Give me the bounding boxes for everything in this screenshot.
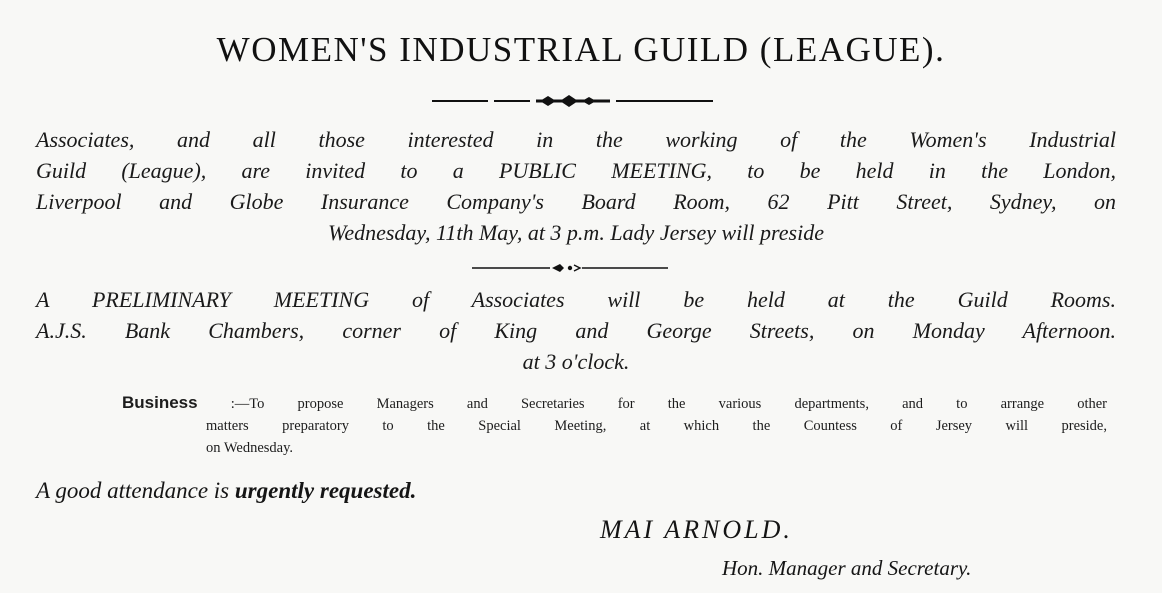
preliminary-paragraph — [36, 284, 1116, 377]
business-label: Business — [122, 393, 198, 412]
signatory-name: MAI ARNOLD. — [600, 515, 793, 544]
preliminary-line: at 3 o'clock. — [522, 349, 630, 374]
business-line: matters preparatory to the Special Meeting, at which the Countess of Jersey will preside, — [206, 418, 1107, 434]
attendance-lead: A good attendance is — [36, 478, 235, 503]
attendance-note — [36, 478, 416, 504]
small-divider-icon — [470, 260, 670, 274]
notice-title: WOMEN'S INDUSTRIAL GUILD (LEAGUE). — [216, 30, 946, 69]
business-section — [122, 392, 1107, 459]
preliminary-line: A PRELIMINARY MEETING of Associates will be held at the Guild Rooms. — [36, 287, 1116, 312]
invitation-paragraph — [36, 124, 1116, 248]
invitation-line: Liverpool and Globe Insurance Company's Board Room, 62 Pitt Street, Sydney, on — [36, 189, 1116, 214]
signatory-role: Hon. Manager and Secretary. — [722, 556, 972, 580]
invitation-line: Associates, and all those interested in the working of the Women's Industrial — [36, 127, 1116, 152]
preliminary-line: A.J.S. Bank Chambers, corner of King and George Streets, on Monday Afternoon. — [36, 318, 1116, 343]
ornament-divider-icon — [430, 94, 715, 108]
attendance-emphasis: urgently requested. — [234, 478, 417, 503]
business-line: on Wednesday. — [206, 440, 294, 456]
invitation-line: Wednesday, 11th May, at 3 p.m. Lady Jersey will preside — [328, 220, 824, 245]
business-text: :—To propose Managers and Secretaries for the various departments, and to arrange other — [230, 396, 1108, 412]
business-line — [122, 392, 1107, 415]
invitation-line: Guild (League), are invited to a PUBLIC MEETING, to be held in the London, — [36, 158, 1116, 183]
